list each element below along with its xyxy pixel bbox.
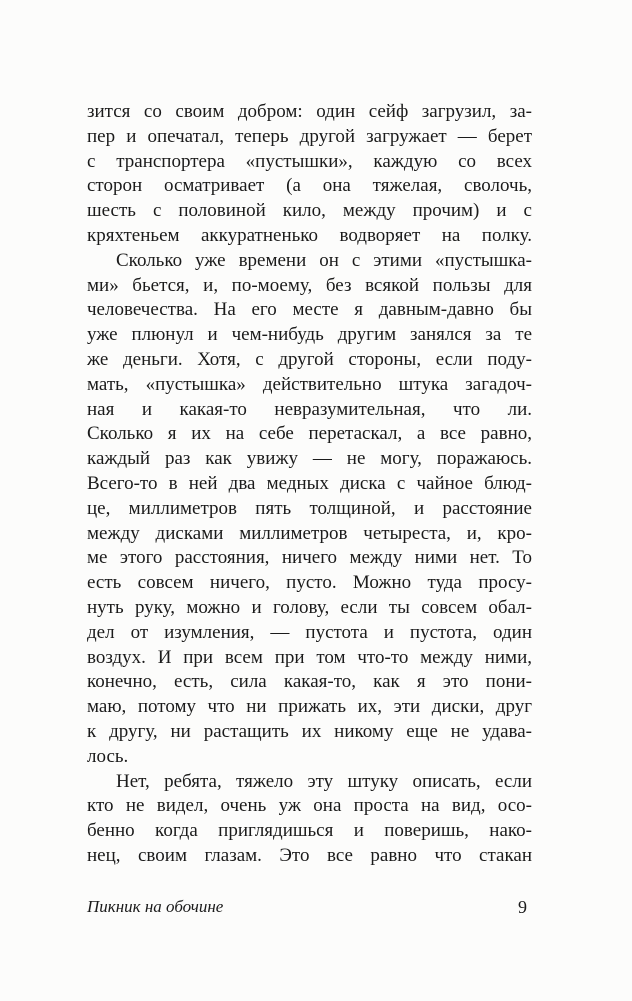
text-line: нуть руку, можно и голову, если ты совсем обал-	[87, 596, 532, 618]
paragraph	[87, 100, 532, 249]
text-line: Сколько я их на себе перетаскал, а все равно,	[87, 423, 532, 445]
paragraph	[87, 249, 532, 770]
text-line: между дисками миллиметров четыреста, и, кро-	[87, 522, 532, 544]
text-line: воздух. И при всем при том что-то между ними,	[87, 646, 532, 668]
text-line: дел от изумления, — пустота и пустота, один	[87, 621, 532, 643]
text-line: нец, своим глазам. Это все равно что стакан	[87, 844, 532, 866]
text-line: Нет, ребята, тяжело эту штуку описать, если	[116, 770, 532, 792]
text-line: конечно, есть, сила какая-то, как я это пони-	[87, 671, 532, 693]
paragraph	[87, 770, 532, 869]
text-line: ме этого расстояния, ничего между ними нет. То	[87, 547, 532, 569]
page-footer	[87, 895, 527, 919]
text-line: с транспортера «пустышки», каждую со всех	[87, 150, 532, 172]
text-line: це, миллиметров пять толщиной, и расстояние	[87, 497, 532, 519]
text-line: бенно когда приглядишься и поверишь, нако-	[87, 820, 532, 842]
text-line: кто не видел, очень уж она проста на вид, осо-	[87, 795, 532, 817]
text-line: пер и опечатал, теперь другой загружает — берет	[87, 125, 532, 147]
running-title: Пикник на обочине	[87, 897, 224, 916]
text-line: ная и какая-то невразумительная, что ли.	[87, 398, 532, 420]
page-number: 9	[518, 897, 527, 917]
text-line: зится со своим добром: один сейф загрузил, за-	[87, 101, 532, 122]
text-line: маю, потому что ни прижать их, эти диски, друг	[87, 696, 532, 718]
text-line: Сколько уже времени он с этими «пустышка-	[116, 249, 532, 271]
text-line: каждый раз как увижу — не могу, поражаюсь.	[87, 448, 532, 470]
text-line: ми» бьется, и, по-моему, без всякой пользы для	[87, 274, 532, 296]
text-line: мать, «пустышка» действительно штука загадоч-	[87, 373, 532, 395]
text-line: есть совсем ничего, пусто. Можно туда просу-	[87, 572, 532, 594]
text-line: человечества. На его месте я давным-давно бы	[87, 299, 532, 321]
text-line: уже плюнул и чем-нибудь другим занялся за те	[87, 324, 532, 346]
text-line: к другу, ни растащить их никому еще не удава-	[87, 720, 532, 742]
text-line: же деньги. Хотя, с другой стороны, если поду-	[87, 348, 532, 370]
text-line: сторон осматривает (а она тяжелая, сволочь,	[87, 175, 532, 197]
text-line: Всего-то в ней два медных диска с чайное блюд-	[87, 472, 532, 494]
page-body	[87, 100, 532, 869]
text-line: шесть с половиной кило, между прочим) и с	[87, 200, 532, 222]
text-line: лось.	[87, 745, 129, 767]
text-line: кряхтеньем аккуратненько водворяет на полку.	[87, 224, 532, 246]
